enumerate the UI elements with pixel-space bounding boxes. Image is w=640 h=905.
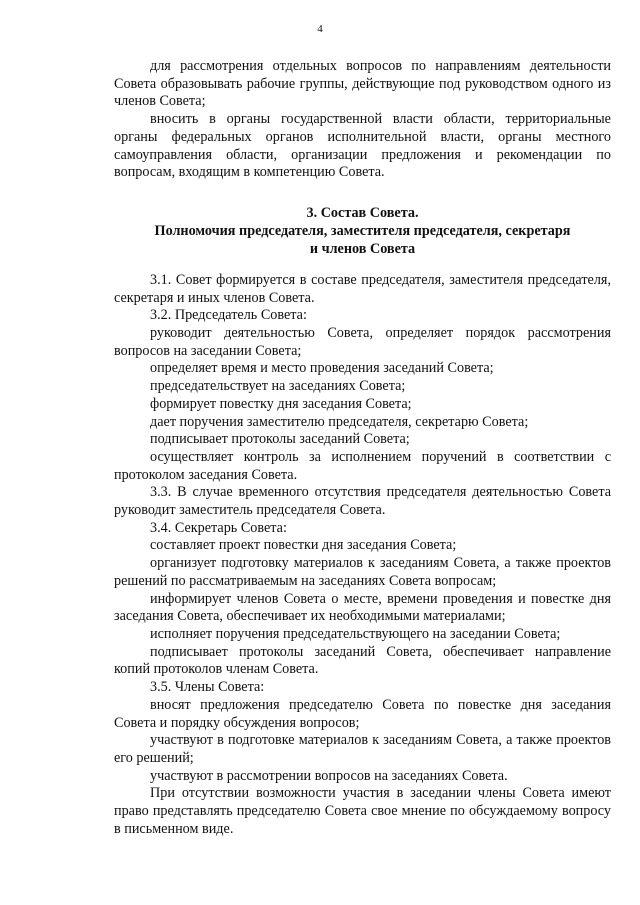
paragraph: составляет проект повестки дня заседания Совета; bbox=[150, 537, 457, 554]
paragraph: для рассмотрения отдельных вопросов по направлениям деятельности Совета образовывать рабочие группы, действующие под руководством одного из членов Совета; bbox=[114, 58, 611, 110]
paragraph: вносить в органы государственной власти области, территориальные органы федеральных органов исполнительной власти, органы местного самоуправления области, организации предложения и рекомендации по вопросам, входящим в компетенцию Совета. bbox=[114, 111, 611, 181]
section-subtitle: Полномочия председателя, заместителя председателя, секретаря bbox=[154, 222, 571, 239]
paragraph: 3.2. Председатель Совета: bbox=[150, 307, 307, 324]
paragraph: дает поручения заместителю председателя, секретарю Совета; bbox=[150, 413, 529, 430]
paragraph: подписывает протоколы заседаний Совета; bbox=[150, 431, 410, 448]
paragraph: подписывает протоколы заседаний Совета, обеспечивает направление копий протоколов членам Совета. bbox=[114, 643, 611, 678]
paragraph: исполняет поручения председательствующего на заседании Совета; bbox=[150, 625, 561, 642]
paragraph: 3.1. Совет формируется в составе председателя, заместителя председателя, секретаря и иных членов Совета. bbox=[114, 271, 611, 306]
paragraph: формирует повестку дня заседания Совета; bbox=[150, 395, 412, 412]
paragraph: При отсутствии возможности участия в заседании члены Совета имеют право представлять председателю Совета свое мнение по обсуждаемому вопросу в письменном виде. bbox=[114, 785, 611, 837]
paragraph: 3.5. Члены Совета: bbox=[150, 679, 265, 696]
paragraph: информирует членов Совета о месте, времени проведения и повестке дня заседания Совета, обеспечивает их необходимыми материалами; bbox=[114, 590, 611, 625]
paragraph: 3.4. Секретарь Совета: bbox=[150, 519, 287, 536]
paragraph: определяет время и место проведения заседаний Совета; bbox=[150, 360, 494, 377]
paragraph: 3.3. В случае временного отсутствия председателя деятельностью Совета руководит заместитель председателя Совета. bbox=[114, 484, 611, 519]
paragraph: участвуют в подготовке материалов к заседаниям Совета, а также проектов его решений; bbox=[114, 732, 611, 766]
document-body bbox=[114, 58, 611, 838]
paragraph: участвуют в рассмотрении вопросов на заседаниях Совета. bbox=[150, 767, 508, 784]
section-heading bbox=[114, 204, 611, 258]
paragraph: осуществляет контроль за исполнением поручений в соответствии с протоколом заседания Совета. bbox=[114, 448, 611, 483]
paragraph: вносят предложения председателю Совета по повестке дня заседания Совета и порядку обсуждения вопросов; bbox=[114, 696, 611, 731]
paragraph: руководит деятельностью Совета, определяет порядок рассмотрения вопросов на заседании Совета; bbox=[114, 325, 611, 359]
paragraph: председательствует на заседаниях Совета; bbox=[150, 378, 406, 395]
page-number: 4 bbox=[317, 23, 323, 35]
section-title: 3. Состав Совета. bbox=[306, 204, 419, 221]
section-subtitle-continued: и членов Совета bbox=[309, 240, 416, 257]
paragraph: организует подготовку материалов к заседаниям Совета, а также проектов решений по рассматриваемым на заседаниях Совета вопросам; bbox=[114, 555, 611, 589]
